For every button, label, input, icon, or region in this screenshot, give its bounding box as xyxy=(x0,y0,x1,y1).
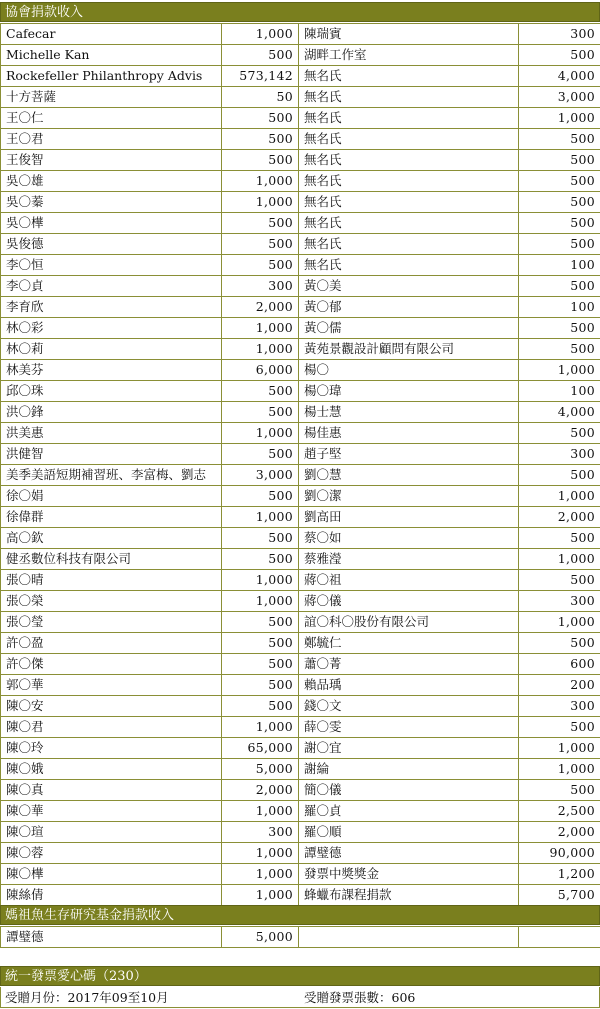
invoice-title: 統一發票愛心碼（230） xyxy=(5,969,147,984)
donation-amount: 3,000 xyxy=(519,87,600,108)
donation-amount: 100 xyxy=(519,381,600,402)
donor-name: 吳俊德 xyxy=(1,234,222,255)
donation-amount: 500 xyxy=(222,234,299,255)
donation-amount: 500 xyxy=(222,696,299,717)
donor-name: 陳〇華 xyxy=(1,801,222,822)
donor-name: 鄭毓仁 xyxy=(299,633,519,654)
donor-name: 蔡雅瀅 xyxy=(299,549,519,570)
donor-name: 李〇貞 xyxy=(1,276,222,297)
donation-amount: 500 xyxy=(519,234,600,255)
donation-amount: 500 xyxy=(222,129,299,150)
donation-amount: 2,000 xyxy=(519,822,600,843)
donation-amount: 500 xyxy=(222,108,299,129)
donor-name: Michelle Kan xyxy=(1,45,222,66)
donor-name: 蔣〇儀 xyxy=(299,591,519,612)
donation-amount: 100 xyxy=(519,297,600,318)
invoice-row xyxy=(0,987,600,1008)
donor-name: 楊〇瑋 xyxy=(299,381,519,402)
table-row xyxy=(1,780,600,801)
donor-name: 無名氏 xyxy=(299,129,519,150)
donation-amount: 2,500 xyxy=(519,801,600,822)
donor-name: 羅〇貞 xyxy=(299,801,519,822)
donor-name: 吳〇雄 xyxy=(1,171,222,192)
donation-amount: 1,000 xyxy=(222,24,299,45)
donation-amount: 5,000 xyxy=(222,759,299,780)
donation-amount: 500 xyxy=(222,654,299,675)
donor-name: 張〇榮 xyxy=(1,591,222,612)
donation-amount: 1,000 xyxy=(222,339,299,360)
donor-name: 無名氏 xyxy=(299,66,519,87)
table-row xyxy=(1,843,600,864)
donation-amount: 1,000 xyxy=(519,360,600,381)
table-row xyxy=(1,633,600,654)
table-row xyxy=(1,339,600,360)
donation-amount: 500 xyxy=(222,444,299,465)
donor-name: 蜂蠟布課程捐款 xyxy=(299,885,519,906)
donation-amount: 1,000 xyxy=(222,843,299,864)
donor-name: 無名氏 xyxy=(299,255,519,276)
table-row xyxy=(1,696,600,717)
donations-title: 協會捐款收入 xyxy=(5,5,84,20)
table-row xyxy=(1,759,600,780)
donation-amount: 90,000 xyxy=(519,843,600,864)
donation-amount: 50 xyxy=(222,87,299,108)
table-row xyxy=(1,675,600,696)
donation-amount xyxy=(519,927,600,948)
table-row xyxy=(1,528,600,549)
donation-amount: 500 xyxy=(222,255,299,276)
donation-amount: 573,142 xyxy=(222,66,299,87)
donation-amount: 500 xyxy=(519,423,600,444)
table-row xyxy=(1,717,600,738)
donation-amount: 500 xyxy=(519,45,600,66)
donor-name: 徐偉群 xyxy=(1,507,222,528)
donor-name: 陳〇玲 xyxy=(1,738,222,759)
donation-amount: 1,000 xyxy=(222,864,299,885)
table-row xyxy=(1,297,600,318)
donor-name: Rockefeller Philanthropy Advis xyxy=(1,66,222,87)
donor-name: 蕭〇菁 xyxy=(299,654,519,675)
table-row xyxy=(1,591,600,612)
donation-amount: 1,000 xyxy=(519,738,600,759)
invoice-month: 受贈月份：2017年09至10月 xyxy=(5,990,169,1005)
table-row xyxy=(1,465,600,486)
donor-name: 譚璧德 xyxy=(299,843,519,864)
donation-amount: 500 xyxy=(519,465,600,486)
donor-name: 楊士慧 xyxy=(299,402,519,423)
donation-amount: 500 xyxy=(222,150,299,171)
donor-name: 無名氏 xyxy=(299,192,519,213)
donor-name: 簡〇儀 xyxy=(299,780,519,801)
donation-amount: 500 xyxy=(519,339,600,360)
table-row xyxy=(1,360,600,381)
donor-name: 林美芬 xyxy=(1,360,222,381)
donation-amount: 1,000 xyxy=(519,549,600,570)
donor-name: 陳〇安 xyxy=(1,696,222,717)
donation-amount: 1,000 xyxy=(519,612,600,633)
donor-name: 洪〇鋒 xyxy=(1,402,222,423)
donation-amount: 1,000 xyxy=(222,318,299,339)
fund-header xyxy=(0,905,600,925)
donor-name: 湖畔工作室 xyxy=(299,45,519,66)
donations-header xyxy=(0,2,600,22)
donation-amount: 1,000 xyxy=(222,171,299,192)
donation-amount: 1,200 xyxy=(519,864,600,885)
donation-amount: 300 xyxy=(519,591,600,612)
invoice-header xyxy=(0,966,600,986)
donor-name: 誼〇科〇股份有限公司 xyxy=(299,612,519,633)
donor-name: 無名氏 xyxy=(299,150,519,171)
donation-amount: 1,000 xyxy=(222,801,299,822)
donation-amount: 1,000 xyxy=(519,486,600,507)
donor-name: 無名氏 xyxy=(299,171,519,192)
donation-amount: 1,000 xyxy=(222,570,299,591)
donor-name: 黃〇美 xyxy=(299,276,519,297)
table-row xyxy=(1,45,600,66)
table-row xyxy=(1,255,600,276)
donor-name: 趙子堅 xyxy=(299,444,519,465)
donor-name: 陳〇娥 xyxy=(1,759,222,780)
donor-name: 陳〇蓉 xyxy=(1,843,222,864)
donation-amount: 300 xyxy=(519,696,600,717)
donor-name: 無名氏 xyxy=(299,234,519,255)
invoice-count: 受贈發票張數：606 xyxy=(304,990,416,1005)
donor-name: 陳絲倩 xyxy=(1,885,222,906)
donor-name: 郭〇華 xyxy=(1,675,222,696)
donor-name: 許〇盈 xyxy=(1,633,222,654)
table-row xyxy=(1,927,600,948)
donor-name: Cafecar xyxy=(1,24,222,45)
donor-name: 張〇晴 xyxy=(1,570,222,591)
donation-amount: 1,000 xyxy=(222,717,299,738)
donation-amount: 3,000 xyxy=(222,465,299,486)
table-row xyxy=(1,24,600,45)
donation-amount: 500 xyxy=(519,528,600,549)
donor-name: 楊佳惠 xyxy=(299,423,519,444)
table-row xyxy=(1,549,600,570)
donor-name: 洪健智 xyxy=(1,444,222,465)
table-row xyxy=(1,213,600,234)
donor-name: 王〇君 xyxy=(1,129,222,150)
donation-amount: 500 xyxy=(519,171,600,192)
fund-table xyxy=(0,926,600,948)
table-row xyxy=(1,129,600,150)
table-row xyxy=(1,108,600,129)
donation-amount: 500 xyxy=(519,276,600,297)
donation-amount: 500 xyxy=(222,45,299,66)
table-row xyxy=(1,276,600,297)
donor-name: 邱〇珠 xyxy=(1,381,222,402)
donor-name: 王俊智 xyxy=(1,150,222,171)
donation-amount: 500 xyxy=(519,129,600,150)
fund-title: 媽祖魚生存研究基金捐款收入 xyxy=(5,908,175,923)
donation-amount: 1,000 xyxy=(222,507,299,528)
donation-amount: 1,000 xyxy=(222,192,299,213)
donation-amount: 500 xyxy=(222,528,299,549)
donor-name: 陳〇瑄 xyxy=(1,822,222,843)
donation-amount: 600 xyxy=(519,654,600,675)
donation-amount: 2,000 xyxy=(222,780,299,801)
table-row xyxy=(1,738,600,759)
donation-amount: 1,000 xyxy=(519,759,600,780)
table-row xyxy=(1,66,600,87)
donor-name: 洪美惠 xyxy=(1,423,222,444)
donor-name: 羅〇順 xyxy=(299,822,519,843)
table-row xyxy=(1,885,600,906)
table-row xyxy=(1,381,600,402)
table-row xyxy=(1,486,600,507)
table-row xyxy=(1,570,600,591)
table-row xyxy=(1,192,600,213)
donation-amount: 300 xyxy=(519,24,600,45)
donor-name: 陳〇樺 xyxy=(1,864,222,885)
donation-amount: 300 xyxy=(222,822,299,843)
donor-name: 蔣〇祖 xyxy=(299,570,519,591)
donor-name: 健丞數位科技有限公司 xyxy=(1,549,222,570)
donation-amount: 1,000 xyxy=(222,423,299,444)
donation-amount: 1,000 xyxy=(222,885,299,906)
donation-amount: 500 xyxy=(222,633,299,654)
donor-name: 十方菩薩 xyxy=(1,87,222,108)
donor-name: 張〇瑩 xyxy=(1,612,222,633)
table-row xyxy=(1,87,600,108)
donation-amount: 100 xyxy=(519,255,600,276)
donation-amount: 500 xyxy=(519,318,600,339)
table-row xyxy=(1,423,600,444)
donor-name: 錢〇文 xyxy=(299,696,519,717)
donation-amount: 500 xyxy=(222,486,299,507)
donation-amount: 2,000 xyxy=(519,507,600,528)
donor-name: 發票中獎獎金 xyxy=(299,864,519,885)
donation-amount: 500 xyxy=(519,192,600,213)
donor-name: 薛〇雯 xyxy=(299,717,519,738)
donor-name: 李〇恒 xyxy=(1,255,222,276)
table-row xyxy=(1,822,600,843)
donations-table xyxy=(0,23,600,906)
donor-name: 黃〇郁 xyxy=(299,297,519,318)
donor-name: 無名氏 xyxy=(299,213,519,234)
donation-amount: 4,000 xyxy=(519,402,600,423)
table-row xyxy=(1,150,600,171)
table-row xyxy=(1,402,600,423)
table-row xyxy=(1,507,600,528)
donation-amount: 5,700 xyxy=(519,885,600,906)
donor-name: 謝〇宜 xyxy=(299,738,519,759)
donation-amount: 1,000 xyxy=(519,108,600,129)
donation-amount: 500 xyxy=(519,780,600,801)
donor-name: 謝綸 xyxy=(299,759,519,780)
donor-name: 楊〇 xyxy=(299,360,519,381)
donation-amount: 6,000 xyxy=(222,360,299,381)
donor-name: 劉〇慧 xyxy=(299,465,519,486)
donation-amount: 500 xyxy=(222,381,299,402)
donor-name: 無名氏 xyxy=(299,87,519,108)
table-row xyxy=(1,444,600,465)
donor-name: 譚璧德 xyxy=(1,927,222,948)
donation-amount: 500 xyxy=(222,213,299,234)
donor-name: 黃苑景觀設計顧問有限公司 xyxy=(299,339,519,360)
donor-name: 陳瑞賓 xyxy=(299,24,519,45)
donor-name: 陳〇君 xyxy=(1,717,222,738)
table-row xyxy=(1,234,600,255)
donor-name: 徐〇娟 xyxy=(1,486,222,507)
table-row xyxy=(1,654,600,675)
donation-amount: 500 xyxy=(519,717,600,738)
donor-name: 王〇仁 xyxy=(1,108,222,129)
donor-name: 林〇莉 xyxy=(1,339,222,360)
donation-amount: 65,000 xyxy=(222,738,299,759)
donor-name: 無名氏 xyxy=(299,108,519,129)
donor-name: 林〇彩 xyxy=(1,318,222,339)
donation-amount: 500 xyxy=(222,675,299,696)
donor-name: 劉〇潔 xyxy=(299,486,519,507)
donor-name: 李育欣 xyxy=(1,297,222,318)
donation-amount: 500 xyxy=(519,633,600,654)
donor-name xyxy=(299,927,519,948)
donor-name: 美季美語短期補習班、李富梅、劉志 xyxy=(1,465,222,486)
donor-name: 高〇欽 xyxy=(1,528,222,549)
donation-amount: 500 xyxy=(519,570,600,591)
donation-amount: 2,000 xyxy=(222,297,299,318)
donation-amount: 4,000 xyxy=(519,66,600,87)
donation-amount: 500 xyxy=(519,150,600,171)
donor-name: 陳〇真 xyxy=(1,780,222,801)
donor-name: 劉高田 xyxy=(299,507,519,528)
table-row xyxy=(1,318,600,339)
table-row xyxy=(1,801,600,822)
donation-amount: 500 xyxy=(222,549,299,570)
donor-name: 賴品瑀 xyxy=(299,675,519,696)
donation-amount: 200 xyxy=(519,675,600,696)
donor-name: 黃〇儒 xyxy=(299,318,519,339)
donation-amount: 1,000 xyxy=(222,591,299,612)
donation-amount: 5,000 xyxy=(222,927,299,948)
table-row xyxy=(1,171,600,192)
donation-amount: 500 xyxy=(519,213,600,234)
donor-name: 吳〇樺 xyxy=(1,213,222,234)
table-row xyxy=(1,612,600,633)
table-row xyxy=(1,864,600,885)
donation-amount: 300 xyxy=(519,444,600,465)
donation-amount: 500 xyxy=(222,612,299,633)
donor-name: 蔡〇如 xyxy=(299,528,519,549)
donor-name: 吳〇蓁 xyxy=(1,192,222,213)
donation-amount: 300 xyxy=(222,276,299,297)
donor-name: 許〇傑 xyxy=(1,654,222,675)
donation-amount: 500 xyxy=(222,402,299,423)
